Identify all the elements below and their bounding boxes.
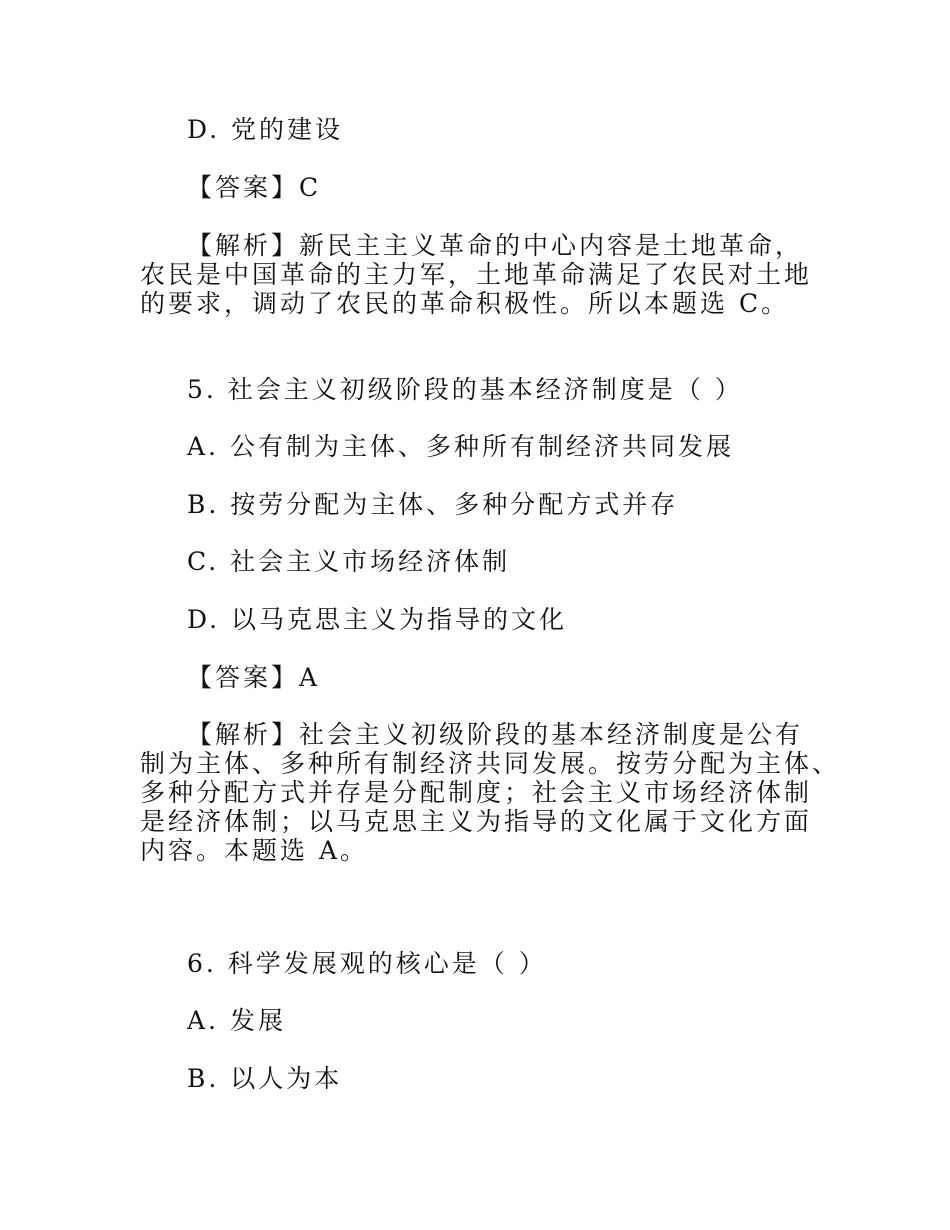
q5-option-c: C. 社会主义市场经济体制 (187, 547, 511, 576)
q5-question: 5. 社会主义初级阶段的基本经济制度是（ ） (187, 375, 743, 404)
q5-answer: 【答案】A (187, 663, 321, 692)
q5-analysis-line: 多种分配方式并存是分配制度；社会主义市场经济体制 (140, 778, 813, 807)
q5-option-b: B. 按劳分配为主体、多种分配方式并存 (187, 490, 679, 519)
q6-option-b: B. 以人为本 (187, 1064, 343, 1093)
q5-analysis-line: 【解析】社会主义初级阶段的基本经济制度是公有 (187, 720, 804, 749)
q4-analysis-line: 的要求，调动了农民的革命积极性。所以本题选 C。 (140, 289, 790, 318)
q4-analysis-line: 【解析】新民主主义革命的中心内容是土地革命， (187, 231, 804, 260)
q6-question: 6. 科学发展观的核心是（ ） (187, 949, 547, 978)
q5-option-a: A. 公有制为主体、多种所有制经济共同发展 (187, 432, 734, 461)
q5-analysis (140, 720, 840, 865)
q5-analysis-line: 内容。本题选 A。 (140, 836, 369, 865)
q5-analysis-line: 是经济体制；以马克思主义为指导的文化属于文化方面 (140, 807, 813, 836)
q4-answer: 【答案】C (187, 173, 322, 202)
q5-analysis-line: 制为主体、多种所有制经济共同发展。按劳分配为主体、 (140, 749, 841, 778)
q6-option-a: A. 发展 (187, 1006, 286, 1035)
q4-option-d: D. 党的建设 (187, 115, 344, 144)
q4-analysis-line: 农民是中国革命的主力军，土地革命满足了农民对土地 (140, 260, 813, 289)
q4-analysis (140, 231, 840, 318)
q5-option-d: D. 以马克思主义为指导的文化 (187, 605, 568, 634)
